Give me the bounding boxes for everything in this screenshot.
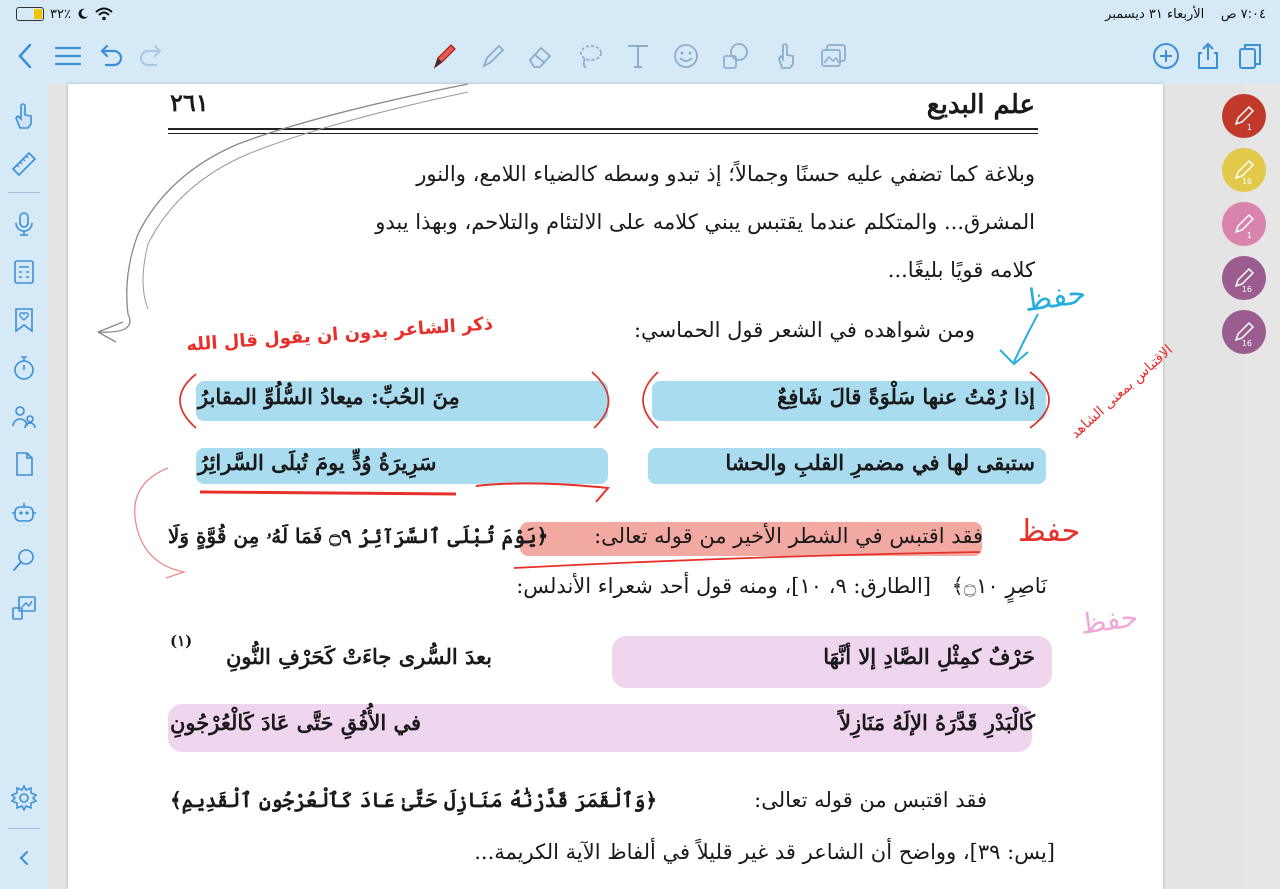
text-line-8a: نَاصِرٍ ۝١٠﴾ (951, 574, 1047, 598)
menu-button[interactable] (52, 40, 84, 72)
collapse-icon (10, 844, 38, 872)
verse3-right: حَرْفٌ كمِثْلِ الصَّادِ إلا أنَّهَا (823, 644, 1035, 669)
verse2-right: ستبقى لها في مضمرِ القلبِ والحشا (725, 450, 1035, 475)
undo-icon (95, 41, 125, 71)
microphone-icon (10, 210, 38, 238)
record-audio-button[interactable] (8, 208, 40, 240)
pen-preset-3[interactable] (1222, 202, 1266, 246)
text-line-12: [يس: ٣٩]، وواضح أن الشاعر قد غير قليلاً في ألفاظ الآية الكريمة... (474, 840, 1055, 864)
pen-preset-4[interactable] (1222, 256, 1266, 300)
image-icon (819, 41, 849, 71)
left-sidebar (0, 84, 48, 889)
quran-quote-1: ﴿يَوْمَ تُبْلَى ٱلسَّرَآئِرُ ۝٩ فَمَا لَهُۥ مِن قُوَّةٍ وَلَا (168, 524, 549, 548)
page-number: ٢٦١ (170, 88, 209, 117)
presentation-button[interactable] (8, 592, 40, 624)
highlighter-icon (477, 41, 507, 71)
notebook-page[interactable] (68, 84, 1177, 889)
top-toolbar (0, 28, 1280, 84)
redo-icon (137, 41, 167, 71)
pen-preset-1-size: 1 (1246, 123, 1252, 132)
hand-icon (771, 41, 801, 71)
image-button[interactable] (818, 40, 850, 72)
header-title: علم البديع (926, 90, 1035, 120)
sticker-button[interactable] (670, 40, 702, 72)
text-line-3: كلامه قويًا بليغًا... (887, 258, 1035, 282)
translate-button[interactable] (720, 40, 752, 72)
verse1-right: إذا رُمْتُ عنها سَلْوَةً قالَ شَافِعٌ (777, 384, 1035, 409)
lasso-button[interactable] (574, 40, 606, 72)
search-button[interactable] (8, 544, 40, 576)
pen-tool-button[interactable] (428, 40, 460, 72)
translate-icon (721, 41, 751, 71)
verse3-left: بعدَ السُّرى جاءَتْ كَحَرْفِ النُّونِ (226, 644, 493, 669)
text-button[interactable] (622, 40, 654, 72)
header-rule-thin (168, 133, 1038, 134)
battery-icon (16, 7, 44, 21)
settings-icon (10, 784, 38, 812)
ruler-button[interactable] (8, 148, 40, 180)
pen-tool-icon (429, 41, 459, 71)
annotation-red-note: ذكر الشاعر بدون ان يقول قال الله (185, 313, 494, 356)
header-rule (168, 128, 1038, 130)
annotation-red-word: حفظ (1018, 514, 1081, 549)
sticker-icon (671, 41, 701, 71)
status-bar (0, 0, 1280, 28)
pen-preset-2[interactable] (1222, 148, 1266, 192)
back-button[interactable] (10, 40, 42, 72)
highlighter-button[interactable] (476, 40, 508, 72)
pen-icon (1231, 211, 1257, 237)
hand-pointer-icon (10, 102, 38, 130)
copy-page-button[interactable] (1234, 40, 1266, 72)
ruler-icon (10, 150, 38, 178)
pen-preset-5[interactable] (1222, 310, 1266, 354)
eraser-button[interactable] (524, 40, 556, 72)
moon-icon (77, 8, 89, 20)
timer-button[interactable] (8, 352, 40, 384)
pen-preset-5-size: 16 (1241, 339, 1252, 348)
eraser-icon (525, 41, 555, 71)
footnote-mark: (١) (170, 632, 193, 650)
pen-preset-4-size: 16 (1241, 285, 1252, 294)
hand-tool-button[interactable] (770, 40, 802, 72)
pen-icon (1231, 103, 1257, 129)
settings-button[interactable] (8, 782, 40, 814)
ink-strokes (68, 84, 1163, 889)
verse1-left: مِنَ الحُبِّ: ميعادُ السُّلُوِّ المقابرُ (198, 384, 460, 409)
pointer-tool-button[interactable] (8, 100, 40, 132)
robot-icon (10, 498, 38, 526)
copy-page-icon (1235, 41, 1265, 71)
people-icon (10, 402, 38, 430)
annotation-pink-word: حفظ (1077, 600, 1141, 641)
verse4-right: كَالْبَدْرِ قَدَّرَهُ الإلَهُ مَنَازِلاً (838, 710, 1035, 735)
verse4-left: في الأُفُقِ حَتَّى عَادَ كَالْعُرْجُونِ (170, 710, 422, 735)
add-icon (1151, 41, 1181, 71)
status-right (1105, 7, 1266, 22)
share-icon (1193, 41, 1223, 71)
pen-preset-2-size: 16 (1241, 177, 1252, 186)
verse2-left: سَرِيرَةُ وُدٍّ يومَ تُبلَى السَّرائِرُ (198, 450, 437, 475)
quran-quote-2: ﴿وَٱلْقَمَرَ قَدَّرْنَٰهُ مَنَازِلَ حَتَّىٰ عَادَ كَٱلْعُرْجُونِ ٱلْقَدِيمِ﴾ (170, 788, 658, 812)
status-left (16, 7, 113, 22)
timer-icon (10, 354, 38, 382)
undo-button[interactable] (94, 40, 126, 72)
presentation-icon (10, 594, 38, 622)
add-page-button[interactable] (1150, 40, 1182, 72)
redo-button[interactable] (136, 40, 168, 72)
text-line-7: فقد اقتبس في الشطر الأخير من قوله تعالى: (594, 524, 983, 548)
battery-percent: ٪٣٢ (50, 6, 71, 22)
text-line-1: وبلاغة كما تضفي عليه حسنًا وجمالاً؛ إذ تبدو وسطه كالضياء اللامع، والنور (416, 162, 1035, 186)
collaborate-button[interactable] (8, 400, 40, 432)
favorites-button[interactable] (8, 304, 40, 336)
pen-preset-1[interactable] (1222, 94, 1266, 138)
calculator-button[interactable] (8, 256, 40, 288)
text-line-8b: [الطارق: ٩، ١٠]، ومنه قول أحد شعراء الأندلس: (516, 574, 931, 598)
annotation-side-note: الاقتباس بمعنى الشاهد (1067, 342, 1177, 442)
ai-assistant-button[interactable] (8, 496, 40, 528)
lasso-icon (575, 41, 605, 71)
annotation-blue-word: حفظ (1021, 275, 1089, 320)
chevron-left-icon (11, 41, 41, 71)
status-time: ٧:٠٤ ص (1220, 6, 1266, 22)
share-button[interactable] (1192, 40, 1224, 72)
document-button[interactable] (8, 448, 40, 480)
collapse-sidebar-button[interactable] (8, 842, 40, 874)
search-icon (10, 546, 38, 574)
text-icon (623, 41, 653, 71)
text-line-11a: فقد اقتبس من قوله تعالى: (754, 788, 987, 812)
document-icon (10, 450, 38, 478)
menu-icon (53, 41, 83, 71)
workspace (48, 84, 1280, 889)
text-line-4: ومن شواهده في الشعر قول الحماسي: (633, 318, 975, 342)
status-date: الأربعاء ٣١ ديسمبر (1105, 6, 1205, 22)
bookmark-heart-icon (10, 306, 38, 334)
calculator-icon (10, 258, 38, 286)
wifi-icon (95, 7, 113, 21)
pen-preset-3-size: 1 (1246, 231, 1252, 240)
text-line-2: المشرق... والمتكلم عندما يقتبس يبني كلامه على الالتئام والتلاحم، وبهذا يبدو (375, 210, 1035, 234)
